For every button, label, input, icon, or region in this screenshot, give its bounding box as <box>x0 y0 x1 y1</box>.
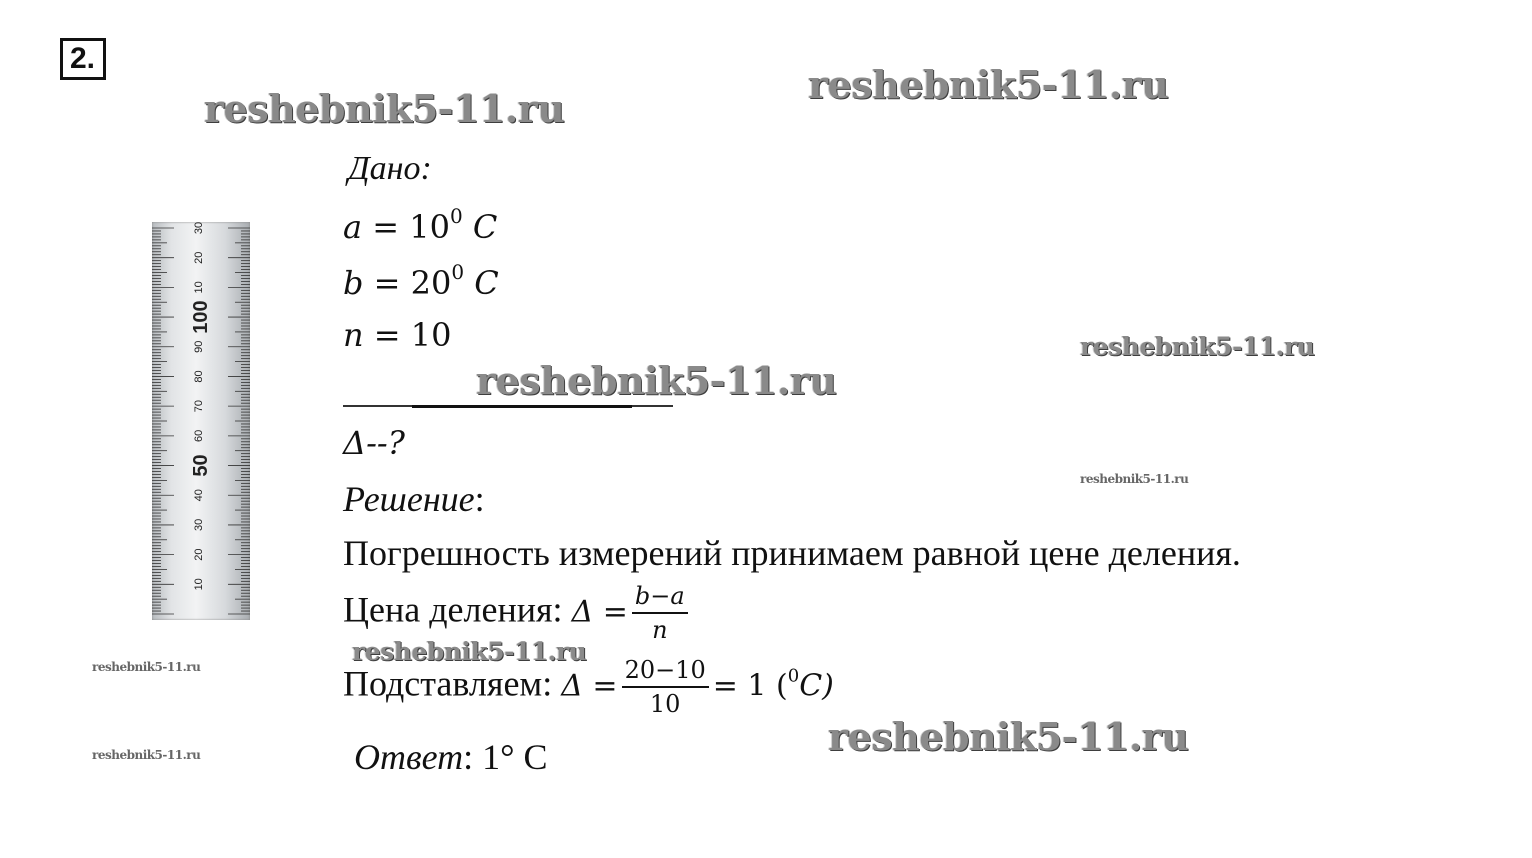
ruler-label: 20 <box>193 251 205 264</box>
degree-sup: 0 <box>451 260 465 284</box>
price-label: Цена деления: <box>343 589 572 630</box>
find-text: Δ--? <box>343 424 405 462</box>
watermark: reshebnik5-11.ru <box>808 62 1169 107</box>
ruler-label: 30 <box>193 518 205 532</box>
result-unit: C) <box>799 668 834 704</box>
value-n: = 10 <box>363 316 452 354</box>
fraction-20-10 <box>622 656 709 718</box>
solution-line-1: Погрешность измерений принимаем равной цене деления. <box>343 533 1241 573</box>
watermark: reshebnik5-11.ru <box>1080 472 1189 486</box>
fraction-numerator: b−a <box>632 582 688 614</box>
watermark: reshebnik5-11.ru <box>1080 332 1315 361</box>
task-number: 2. <box>60 38 106 80</box>
unit-c: C <box>462 208 498 246</box>
ruler-label: 50 <box>190 454 212 477</box>
var-b: b <box>343 264 364 302</box>
degree-sup: 0 <box>787 665 800 687</box>
solution-heading-text: Решение <box>343 479 475 519</box>
watermark: reshebnik5-11.ru <box>352 637 587 666</box>
given-heading: Дано: <box>348 150 432 187</box>
ruler-label: 90 <box>193 340 205 353</box>
solution-colon: : <box>474 479 485 519</box>
var-n: n <box>343 316 364 354</box>
fraction-denominator: 10 <box>649 690 681 718</box>
watermark: reshebnik5-11.ru <box>92 748 201 762</box>
given-divider-bold <box>412 405 632 408</box>
fraction-b-a-n <box>632 582 688 644</box>
given-a <box>343 204 497 246</box>
degree-sup: 0 <box>449 204 463 228</box>
find-line <box>343 424 405 462</box>
watermark: reshebnik5-11.ru <box>204 86 565 131</box>
ruler-label: 40 <box>193 489 205 502</box>
watermark: reshebnik5-11.ru <box>828 714 1189 759</box>
ruler-label: 20 <box>193 548 205 561</box>
solution-line-2 <box>343 582 692 644</box>
substitute-label: Подставляем: <box>343 663 562 704</box>
ruler-label: 100 <box>190 300 212 334</box>
ruler-label: 80 <box>193 370 205 383</box>
delta-lhs: Δ = <box>561 668 618 704</box>
unit-c: C <box>464 264 499 302</box>
ruler-label: 10 <box>193 578 205 591</box>
var-a: a <box>343 208 363 246</box>
ruler-label: 30 <box>193 222 205 235</box>
given-n <box>343 316 451 354</box>
solution-heading <box>343 478 485 520</box>
fraction-numerator: 20−10 <box>622 656 709 688</box>
answer-label: Ответ <box>354 737 464 777</box>
watermark: reshebnik5-11.ru <box>92 660 201 674</box>
answer-line <box>354 736 548 778</box>
solution-line-3 <box>343 656 834 718</box>
fraction-denominator: n <box>652 616 668 644</box>
result-value: = 1 ( <box>712 668 788 704</box>
ruler-label: 70 <box>193 400 205 413</box>
value-b: = 20 <box>363 264 452 302</box>
delta-lhs: Δ = <box>571 594 628 630</box>
ruler-label: 60 <box>193 429 205 442</box>
ruler-label: 10 <box>193 281 205 294</box>
ruler-image <box>152 222 250 620</box>
given-b <box>343 260 499 302</box>
answer-value: : 1° C <box>463 737 548 777</box>
watermark: reshebnik5-11.ru <box>476 358 837 403</box>
ruler-scale <box>152 222 250 620</box>
value-a: = 10 <box>362 208 450 246</box>
